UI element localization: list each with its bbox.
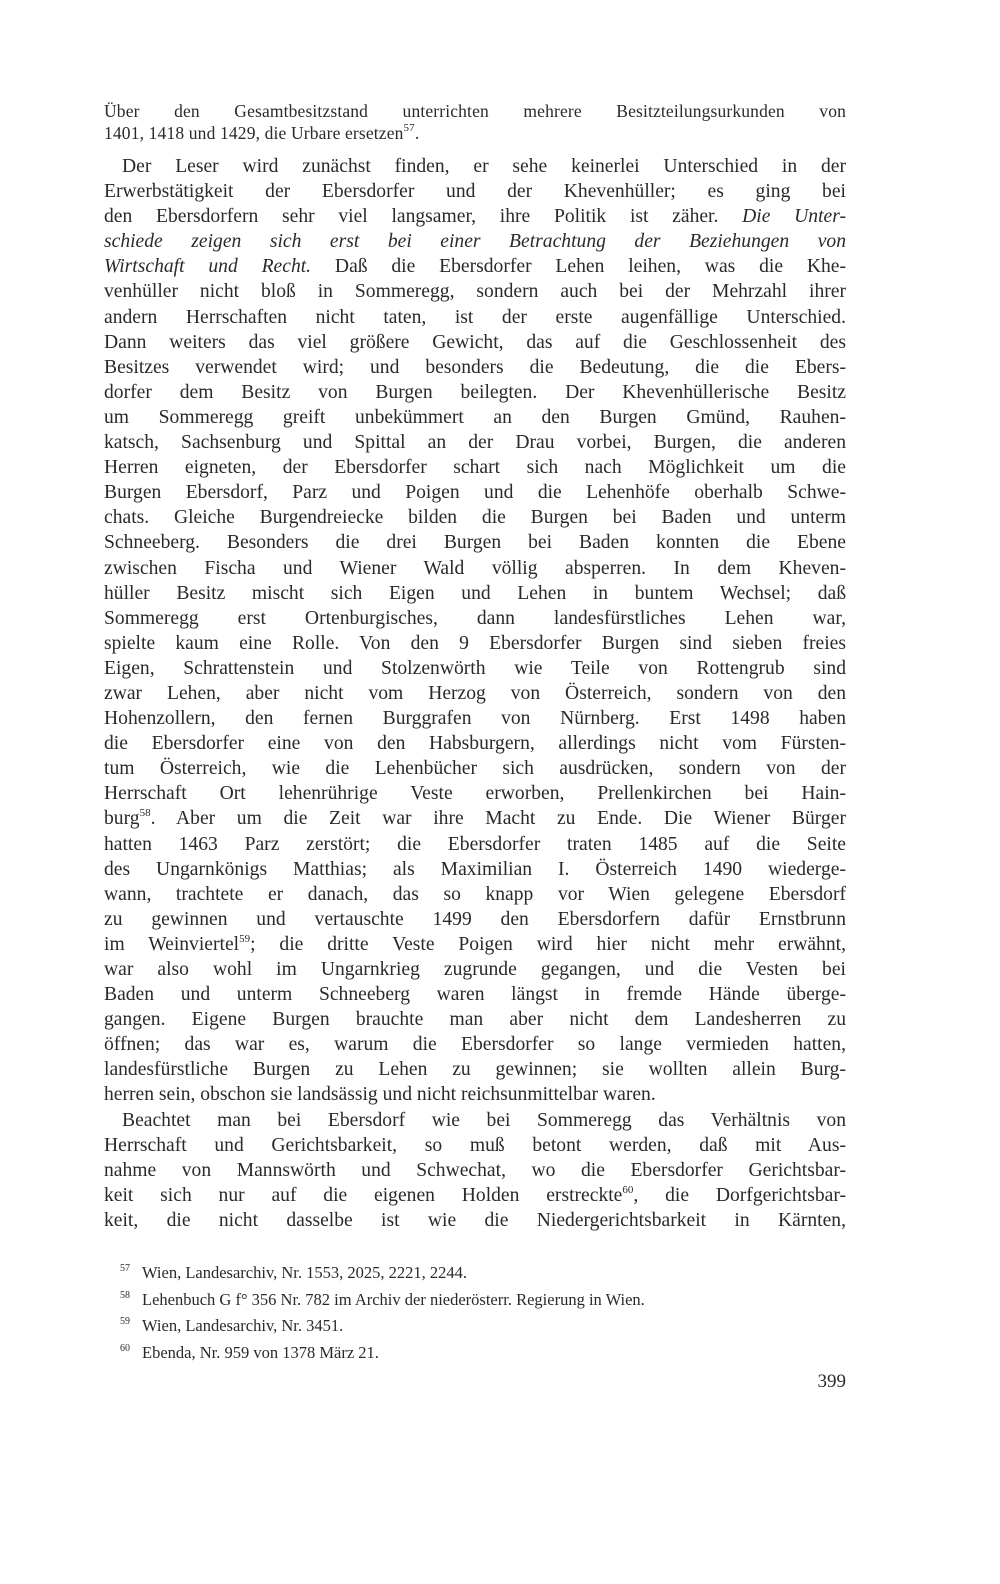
emphasis-text: schiede zeigen sich erst bei einer Betrachtung der Beziehungen von (104, 231, 846, 253)
text-line: Über den Gesamtbesitzstand unterrichten mehrere Besitzteilungsurkunden von (104, 101, 846, 121)
footnote-text: Wien, Landesarchiv, Nr. 3451. (142, 1316, 344, 1335)
text-line (104, 229, 846, 254)
footnote (104, 1311, 846, 1338)
text-line: zwar Lehen, aber nicht vom Herzog von Österreich, sondern von den (104, 682, 846, 704)
text-line: andern Herrschaften nicht taten, ist der erste augenfällige Unterschied. (104, 306, 846, 328)
text-line: Schneeberg. Besonders die drei Burgen bei Baden konnten die Ebene (104, 532, 846, 554)
text-line: Besitzes verwendet wird; und besonders die Bedeutung, die die Ebers- (104, 356, 846, 378)
text-run: 1401, 1418 und 1429, die Urbare ersetzen (104, 123, 404, 143)
text-line: Baden und unterm Schneeberg waren längst in fremde Hände überge- (104, 984, 846, 1006)
text-line: landesfürstliche Burgen zu Lehen zu gewinnen; sie wollten allein Burg- (104, 1059, 846, 1081)
footnote (104, 1258, 846, 1285)
text-line: öffnen; das war es, warum die Ebersdorfer so lange vermieden hatten, (104, 1034, 846, 1056)
text-line: Herrschaft und Gerichtsbarkeit, so muß betont werden, daß mit Aus- (104, 1134, 846, 1156)
text-line: nahme von Mannswörth und Schwechat, wo die Ebersdorfer Gerichtsbar- (104, 1159, 846, 1181)
text-line: gangen. Eigene Burgen brauchte man aber nicht dem Landesherren zu (104, 1009, 846, 1031)
text-line (104, 204, 846, 229)
text-line: hüller Besitz mischt sich Eigen und Lehen in buntem Wechsel; daß (104, 582, 846, 604)
footnote-number: 60 (120, 1342, 130, 1354)
text-line: Dann weiters das viel größere Gewicht, das auf die Geschlossenheit des (104, 331, 846, 353)
text-run: keit sich nur auf die eigenen Holden erstreckte (104, 1184, 623, 1206)
text-run: , die Dorfgerichtsbar- (633, 1184, 847, 1206)
text-line: Herren eigneten, der Ebersdorfer schart sich nach Möglichkeit um die (104, 457, 846, 479)
text-line: venhüller nicht bloß in Sommeregg, sondern auch bei der Mehrzahl ihrer (104, 281, 846, 303)
text-run: den Ebersdorfern sehr viel langsamer, ihre Politik ist zäher. (104, 206, 719, 228)
footnote-number: 58 (120, 1289, 130, 1301)
text-line: Eigen, Schrattenstein und Stolzenwörth wie Teile von Rottengrub sind (104, 657, 846, 679)
text-line: des Ungarnkönigs Matthias; als Maximilian I. Österreich 1490 wiederge- (104, 858, 846, 880)
footnote-number: 59 (120, 1316, 130, 1327)
text-line: zu gewinnen und vertauschte 1499 den Ebersdorfern dafür Ernstbrunn (104, 908, 846, 930)
page-number: 399 (817, 1371, 846, 1392)
text-line: Herrschaft Ort lehenrührige Veste erworben, Prellenkirchen bei Hain- (104, 783, 846, 805)
text-line (104, 1183, 846, 1208)
emphasis-text: Wirtschaft und Recht. (104, 256, 312, 278)
text-line: herren sein, obschon sie landsässig und nicht reichsunmittelbar waren. (104, 1084, 656, 1106)
text-line: Hohenzollern, den fernen Burggrafen von Nürnberg. Erst 1498 haben (104, 708, 846, 730)
footnote-ref: 57 (403, 122, 415, 134)
footnote-ref: 60 (622, 1183, 634, 1196)
text-line: wann, trachtete er danach, das so knapp vor Wien gelegene Ebersdorf (104, 883, 846, 905)
text-line: Erwerbstätigkeit der Ebersdorfer und der Khevenhüller; es ging bei (104, 181, 846, 203)
text-line (104, 254, 846, 279)
footnote-ref: 58 (139, 807, 151, 820)
footnote-text: Lehenbuch G f° 356 Nr. 782 im Archiv der niederösterr. Regierung in Wien. (142, 1289, 645, 1309)
footnote (104, 1285, 846, 1312)
text-line: die Ebersdorfer eine von den Habsburgern, allerdings nicht vom Fürsten- (104, 733, 846, 755)
footnote-ref: 59 (239, 932, 251, 945)
text-run: ; die dritte Veste Poigen wird hier nicht mehr erwähnt, (250, 933, 846, 955)
text-run: burg (104, 808, 140, 830)
text-run: im Weinviertel (104, 933, 240, 955)
text-line: 1401, 1418 und 1429, die Urbare ersetzen$^{57}$. (104, 122, 420, 143)
footnote-text: Ebenda, Nr. 959 von 1378 März 21. (142, 1342, 379, 1362)
text-line: spielte kaum eine Rolle. Von den 9 Ebersdorfer Burgen sind sieben freies (104, 632, 846, 654)
main-text (104, 154, 846, 1233)
emphasis-text: Die Unter- (742, 206, 846, 228)
text-line: dorfer dem Besitz von Burgen beilegten. Der Khevenhüllerische Besitz (104, 381, 846, 403)
text-line: hatten 1463 Parz zerstört; die Ebersdorfer traten 1485 auf die Seite (104, 833, 846, 855)
text-line: Sommeregg erst Ortenburgisches, dann landesfürstliches Lehen war, (104, 607, 846, 629)
text-line: war also wohl im Ungarnkrieg zugrunde gegangen, und die Vesten bei (104, 959, 846, 980)
footnote-text: Wien, Landesarchiv, Nr. 1553, 2025, 2221, 2244. (142, 1263, 467, 1282)
text-line: katsch, Sachsenburg und Spittal an der Drau vorbei, Burgen, die anderen (104, 432, 846, 454)
text-line: Beachtet man bei Ebersdorf wie bei Sommeregg das Verhältnis von (122, 1109, 846, 1131)
text-line: keit, die nicht dasselbe ist wie die Niedergerichtsbarkeit in Kärnten, (104, 1209, 846, 1231)
text-line (104, 806, 846, 831)
intro-paragraph (104, 100, 846, 144)
text-line: Der Leser wird zunächst finden, er sehe keinerlei Unterschied in der (122, 156, 846, 177)
text-line (104, 932, 846, 957)
text-line: chats. Gleiche Burgendreiecke bilden die Burgen bei Baden und unterm (104, 507, 846, 529)
text-run: . Aber um die Zeit war ihre Macht zu Ende. Die Wiener Bürger (150, 808, 846, 830)
text-line: um Sommeregg greift unbekümmert an den Burgen Gmünd, Rauhen- (104, 406, 846, 428)
footnote-number: 57 (120, 1263, 130, 1274)
text-line: zwischen Fischa und Wiener Wald völlig absperren. In dem Kheven- (104, 557, 846, 579)
text-run: Daß die Ebersdorfer Lehen leihen, was die Khe- (334, 256, 847, 278)
text-line: tum Österreich, wie die Lehenbücher sich ausdrücken, sondern von der (104, 758, 846, 780)
text-line: Burgen Ebersdorf, Parz und Poigen und die Lehenhöfe oberhalb Schwe- (104, 482, 846, 504)
footnotes (104, 1258, 846, 1364)
footnote (104, 1338, 846, 1365)
